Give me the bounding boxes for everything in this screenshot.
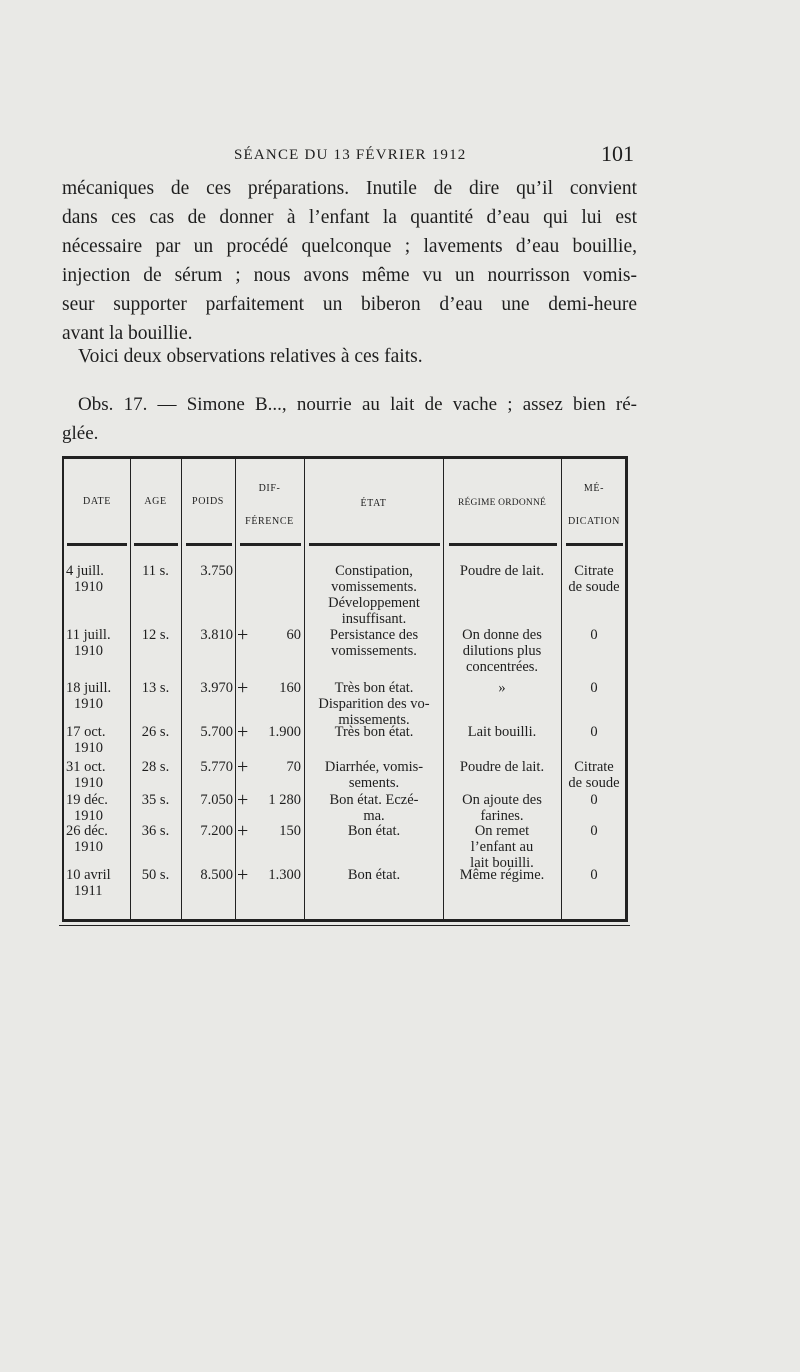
cell-medication: 0 [590, 823, 598, 839]
cell-medication: de soude [568, 775, 620, 791]
observation-heading [62, 390, 637, 448]
cell-diff-sign: + [237, 677, 249, 699]
header-rule [186, 543, 232, 546]
cell-date: 1910 [74, 740, 103, 756]
cell-regime: l’enfant au [470, 839, 534, 855]
header-etat: ÉTAT [360, 498, 387, 509]
cell-difference: 60 [286, 627, 301, 643]
cell-difference: 150 [279, 823, 301, 839]
cell-etat: Persistance des [329, 627, 419, 643]
cell-date: 17 oct. [66, 724, 106, 740]
cell-regime: dilutions plus [462, 643, 542, 659]
column-divider [130, 459, 131, 919]
cell-regime: Poudre de lait. [459, 759, 545, 775]
cell-etat: insuffisant. [341, 611, 407, 627]
running-head [62, 143, 634, 167]
header-rule [134, 543, 178, 546]
cell-etat: vomissements. [331, 579, 417, 595]
cell-date: 1911 [74, 883, 103, 899]
cell-medication: 0 [590, 627, 598, 643]
cell-medication: 0 [590, 724, 598, 740]
cell-age: 28 s. [141, 759, 170, 775]
cell-regime: farines. [480, 808, 524, 824]
header-age: AGE [144, 496, 167, 507]
text-line: injection de sérum ; nous avons même vu un nourrisson vomis- [62, 265, 637, 286]
cell-diff-sign: + [237, 789, 249, 811]
text-line: avant la bouillie. [62, 323, 193, 344]
cell-medication: 0 [590, 867, 598, 883]
cell-etat: Bon état. Eczé- [329, 792, 419, 808]
cell-age: 36 s. [141, 823, 170, 839]
cell-medication: 0 [590, 680, 598, 696]
cell-medication: de soude [568, 579, 620, 595]
page-number: 101 [601, 141, 634, 166]
cell-regime: On ajoute des [462, 792, 542, 808]
running-title: SÉANCE DU 13 FÉVRIER 1912 [234, 147, 467, 163]
cell-date: 1910 [74, 696, 103, 712]
cell-etat: missements. [338, 712, 410, 728]
cell-diff-sign: + [237, 864, 249, 886]
cell-regime: On remet [474, 823, 530, 839]
cell-date: 18 juill. [66, 680, 112, 696]
cell-regime: On donne des [462, 627, 542, 643]
cell-date: 1910 [74, 775, 103, 791]
cell-date: 1910 [74, 808, 103, 824]
cell-regime: Poudre de lait. [459, 563, 545, 579]
column-divider [304, 459, 305, 919]
cell-etat: Disparition des vo- [318, 696, 430, 712]
cell-regime: Lait bouilli. [467, 724, 537, 740]
cell-difference: 1.300 [268, 867, 301, 883]
header-poids: POIDS [192, 496, 224, 507]
cell-regime: lait bouilli. [470, 855, 534, 871]
text-line: Voici deux observations relatives à ces faits. [78, 346, 423, 367]
cell-etat: vomissements. [331, 643, 417, 659]
observation-table [62, 456, 628, 922]
cell-date: 10 avril [66, 867, 111, 883]
cell-poids: 5.770 [200, 759, 233, 775]
text-line: mécaniques de ces préparations. Inutile de dire qu’il convient [62, 178, 637, 199]
cell-diff-sign: + [237, 624, 249, 646]
cell-medication: 0 [590, 792, 598, 808]
header-difference-top: DIF- [258, 483, 281, 494]
cell-etat: ma. [363, 808, 385, 824]
cell-date: 1910 [74, 839, 103, 855]
header-difference-bottom: FÉRENCE [245, 516, 294, 527]
cell-etat: Très bon état. [334, 680, 414, 696]
cell-date: 19 déc. [66, 792, 108, 808]
cell-age: 12 s. [141, 627, 170, 643]
body-paragraph [62, 174, 637, 348]
text-line: dans ces cas de donner à l’enfant la quantité d’eau qui lui est [62, 207, 637, 228]
header-rule [240, 543, 301, 546]
cell-etat: Diarrhée, vomis- [324, 759, 424, 775]
cell-regime: » [498, 680, 506, 696]
cell-medication: Citrate [574, 759, 614, 775]
cell-etat: Bon état. [347, 867, 401, 883]
text-line: seur supporter parfaitement un biberon d’eau une demi-heure [62, 294, 637, 315]
cell-age: 35 s. [141, 792, 170, 808]
cell-poids: 3.750 [200, 563, 233, 579]
cell-age: 13 s. [141, 680, 170, 696]
header-regime: RÉGIME ORDONNÉ [457, 498, 547, 508]
column-divider [235, 459, 236, 919]
header-rule [449, 543, 557, 546]
cell-etat: Développement [328, 595, 420, 611]
cell-diff-sign: + [237, 721, 249, 743]
text-line: Obs. 17. — Simone B..., nourrie au lait de vache ; assez bien ré- [78, 394, 637, 415]
column-divider [443, 459, 444, 919]
cell-etat: sements. [348, 775, 400, 791]
cell-date: 1910 [74, 579, 103, 595]
cell-difference: 1 280 [268, 792, 301, 808]
cell-regime: concentrées. [465, 659, 539, 675]
header-rule [309, 543, 440, 546]
cell-diff-sign: + [237, 820, 249, 842]
cell-poids: 5.700 [200, 724, 233, 740]
header-rule [67, 543, 127, 546]
cell-difference: 70 [286, 759, 301, 775]
column-divider [181, 459, 182, 919]
cell-poids: 7.050 [200, 792, 233, 808]
cell-poids: 8.500 [200, 867, 233, 883]
cell-date: 1910 [74, 643, 103, 659]
cell-etat: Bon état. [347, 823, 401, 839]
cell-difference: 160 [279, 680, 301, 696]
header-rule [566, 543, 623, 546]
cell-poids: 3.970 [200, 680, 233, 696]
header-medication-top: MÉ- [583, 483, 605, 494]
cell-poids: 3.810 [200, 627, 233, 643]
cell-poids: 7.200 [200, 823, 233, 839]
text-line: glée. [62, 423, 99, 444]
cell-difference: 1.900 [268, 724, 301, 740]
cell-regime: Même régime. [459, 867, 545, 883]
cell-medication: Citrate [574, 563, 614, 579]
column-divider [561, 459, 562, 919]
cell-age: 50 s. [141, 867, 170, 883]
cell-age: 26 s. [141, 724, 170, 740]
cell-etat: Constipation, [335, 563, 413, 579]
header-medication-bottom: DICATION [567, 516, 621, 527]
cell-age: 11 s. [142, 563, 169, 579]
header-date: DATE [83, 496, 111, 507]
cell-date: 31 oct. [66, 759, 106, 775]
intro-paragraph [62, 342, 637, 371]
cell-date: 26 déc. [66, 823, 108, 839]
text-line: nécessaire par un procédé quelconque ; lavements d’eau bouillie, [62, 236, 637, 257]
cell-etat: Très bon état. [334, 724, 414, 740]
cell-date: 11 juill. [66, 627, 111, 643]
cell-date: 4 juill. [66, 563, 104, 579]
cell-diff-sign: + [237, 756, 249, 778]
